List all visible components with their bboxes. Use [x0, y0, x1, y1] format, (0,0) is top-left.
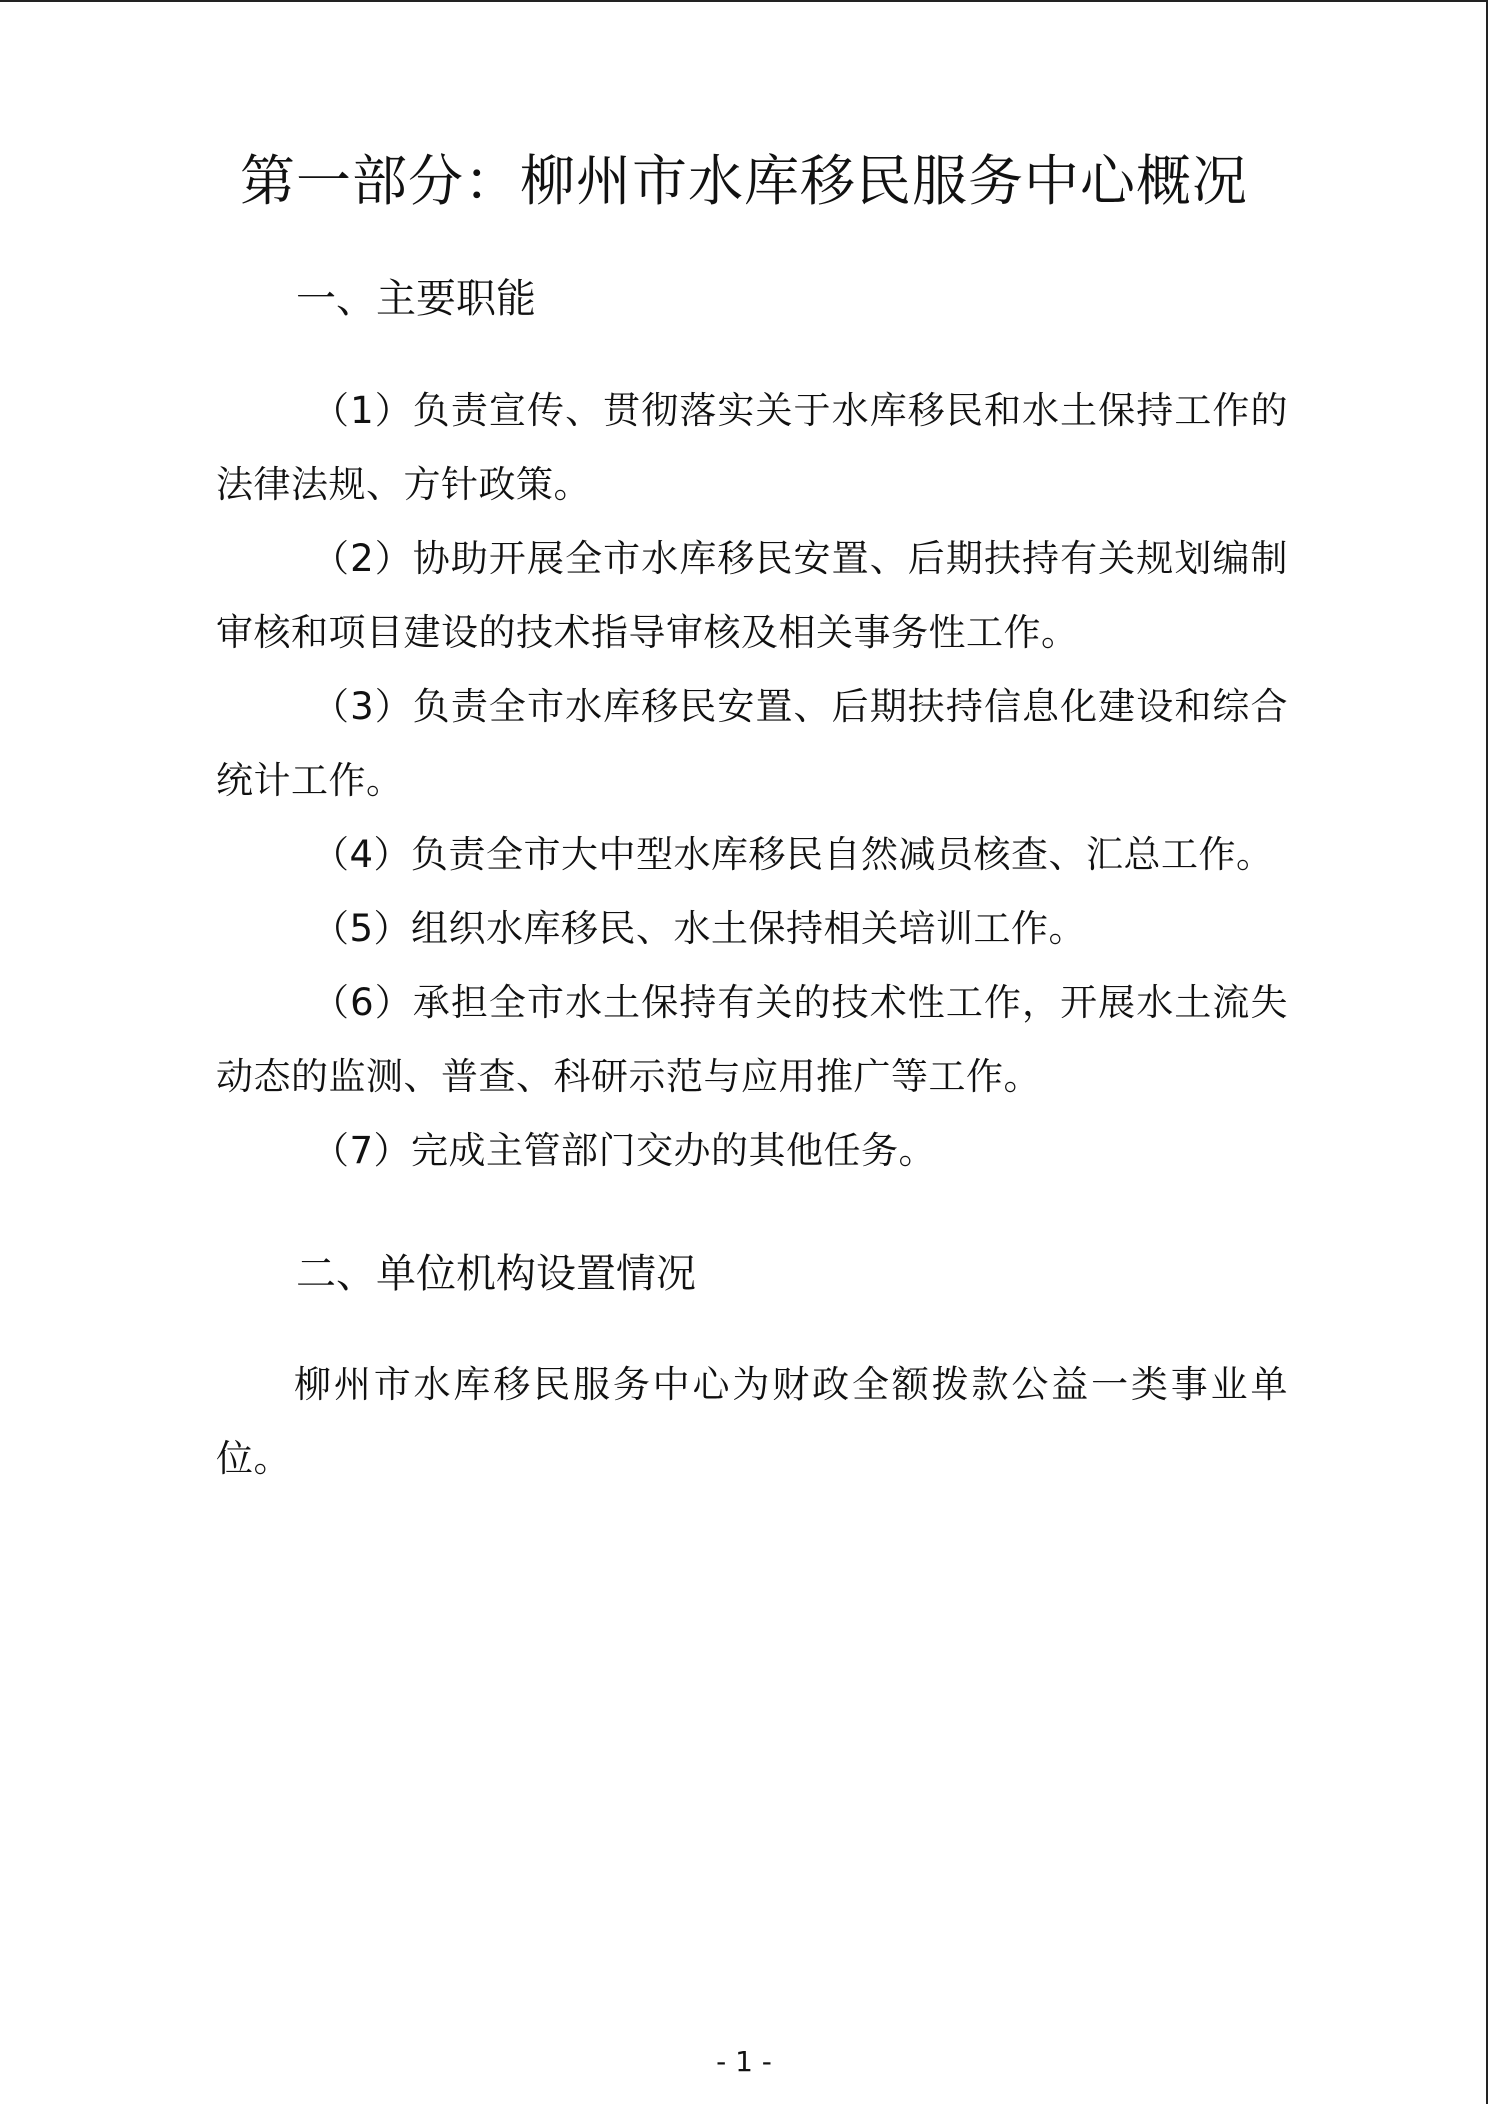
page-title: 第一部分：柳州市水库移民服务中心概况 [239, 149, 1248, 213]
page-number: - 1 - [716, 2045, 772, 2078]
function-item-6: （6）承担全市水土保持有关的技术性工作，开展水土流失动态的监测、普查、科研示范与应用推广等工作。 [216, 981, 1288, 1098]
function-item-3: （3）负责全市水库移民安置、后期扶持信息化建设和综合统计工作。 [216, 685, 1288, 802]
section-heading-organization: 二、单位机构设置情况 [296, 1251, 696, 1297]
function-item-4: （4）负责全市大中型水库移民自然减员核查、汇总工作。 [312, 833, 1274, 876]
section-heading-main-functions: 一、主要职能 [296, 276, 536, 322]
page-border-top [0, 0, 1488, 2]
organization-body: 柳州市水库移民服务中心为财政全额拨款公益一类事业单位。 [216, 1363, 1288, 1480]
function-item-7: （7）完成主管部门交办的其他任务。 [312, 1129, 937, 1172]
function-item-2: （2）协助开展全市水库移民安置、后期扶持有关规划编制审核和项目建设的技术指导审核及相关事务性工作。 [216, 537, 1288, 654]
function-item-5: （5）组织水库移民、水土保持相关培训工作。 [312, 907, 1087, 950]
function-item-1: （1）负责宣传、贯彻落实关于水库移民和水土保持工作的法律法规、方针政策。 [216, 389, 1288, 506]
